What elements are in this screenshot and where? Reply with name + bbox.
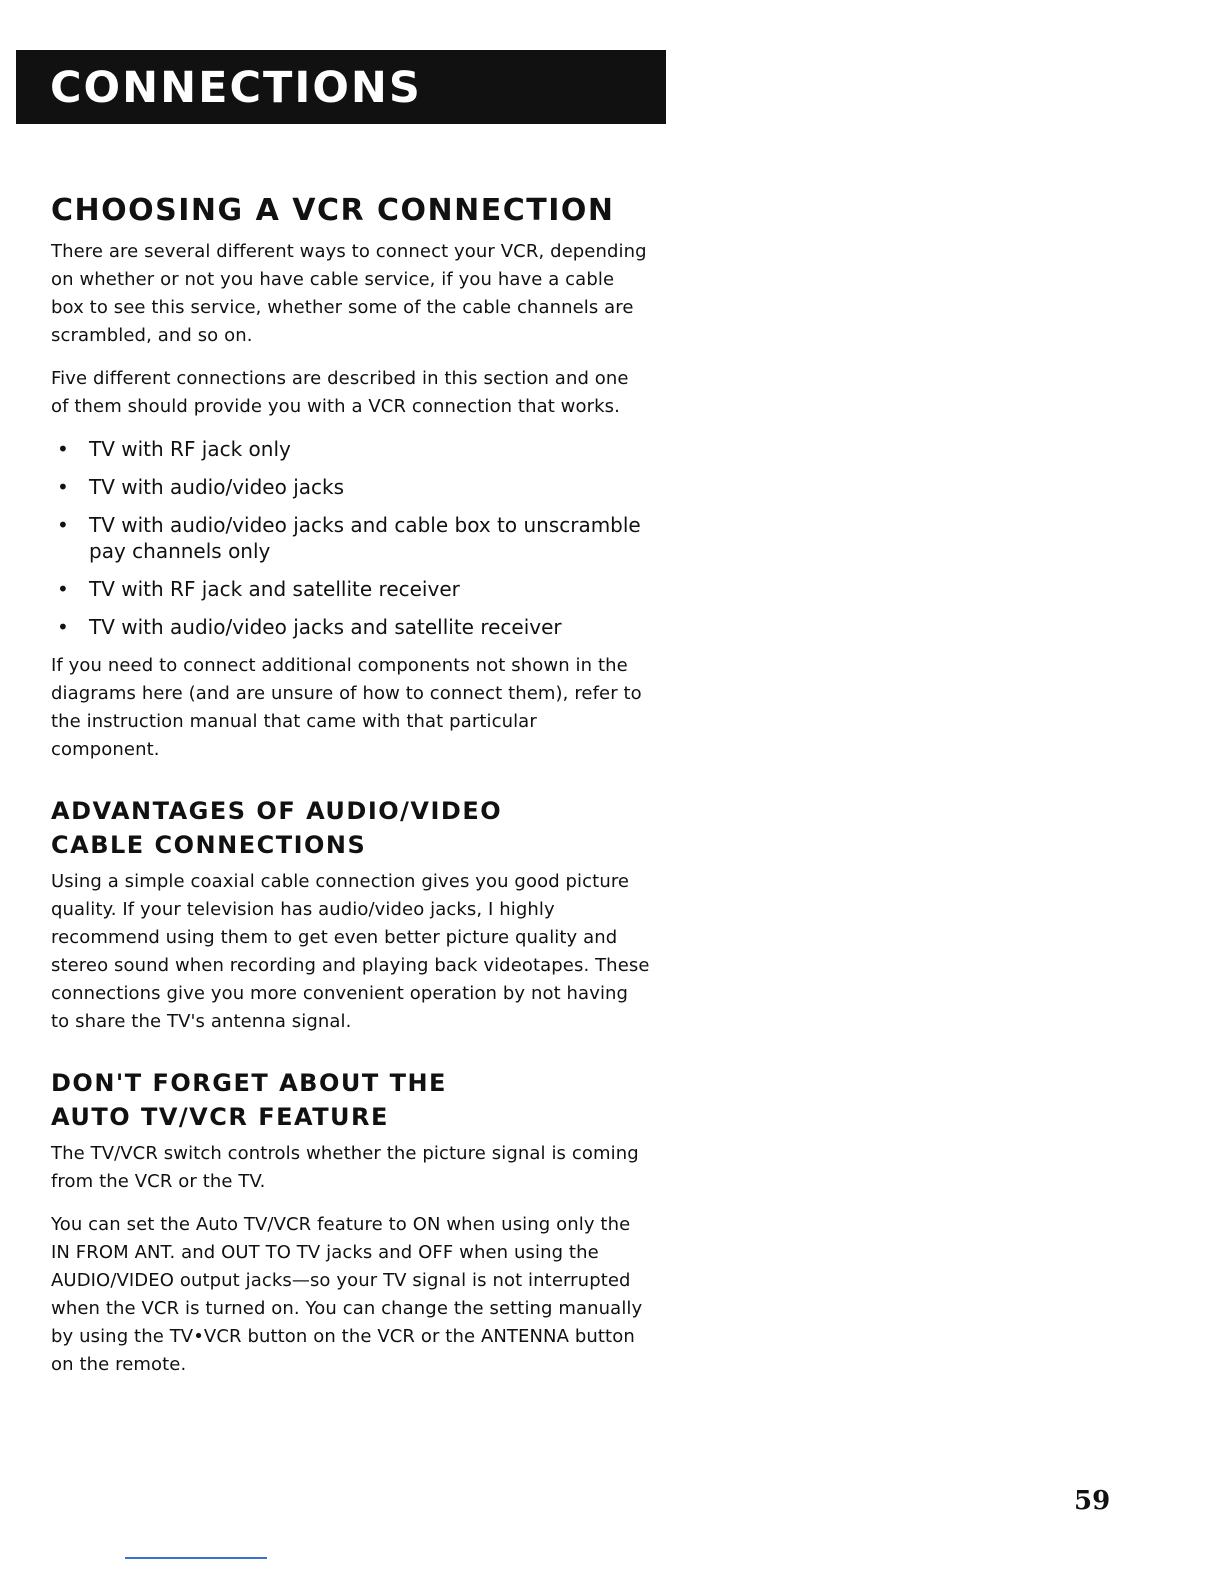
list-item-text: TV with RF jack only	[89, 437, 291, 461]
bullet-icon: •	[57, 615, 69, 639]
paragraph: The TV/VCR switch controls whether the picture signal is coming from the VCR or the TV.	[51, 1143, 639, 1192]
heading-auto-tv-vcr-feature	[51, 1066, 651, 1134]
bullet-icon: •	[57, 475, 69, 499]
heading-advantages-av-connections	[51, 794, 651, 862]
page-number: 59	[1074, 1486, 1111, 1516]
paragraph: Five different connections are described in this section and one of them should provide you with a VCR connection that works.	[51, 368, 629, 417]
page-content	[51, 192, 651, 1394]
paragraph: There are several different ways to connect your VCR, depending on whether or not you have cable service, if you have a cable box to see this service, whether some of the cable channels are scrambled, and so on.	[51, 241, 647, 346]
heading-line: DON'T FORGET ABOUT THE	[51, 1069, 447, 1097]
connection-options-list	[51, 436, 651, 640]
paragraph: You can set the Auto TV/VCR feature to ON when using only the IN FROM ANT. and OUT TO TV jacks and OFF when using the AUDIO/VIDEO output jacks—so your TV signal is not interrupted when the VCR is turned on. You can change the setting manually by using the TV•VCR button on the VCR or the ANTENNA button on the remote.	[51, 1214, 643, 1375]
paragraph: If you need to connect additional components not shown in the diagrams here (and are unsure of how to connect them), refer to the instruction manual that came with that particular component.	[51, 655, 642, 760]
bullet-icon: •	[57, 437, 69, 461]
heading-line: CABLE CONNECTIONS	[51, 831, 367, 859]
section-banner	[16, 50, 666, 124]
list-item	[51, 512, 651, 564]
bullet-icon: •	[57, 577, 69, 601]
heading-line: AUTO TV/VCR FEATURE	[51, 1103, 389, 1131]
bullet-icon: •	[57, 513, 69, 537]
list-item-text: TV with audio/video jacks	[89, 475, 344, 499]
heading-line: ADVANTAGES OF AUDIO/VIDEO	[51, 797, 503, 825]
list-item-text: TV with RF jack and satellite receiver	[89, 577, 460, 601]
list-item-text: TV with audio/video jacks and cable box to unscramble pay channels only	[89, 513, 641, 563]
section-title: CONNECTIONS	[50, 63, 422, 113]
heading-choosing-vcr-connection: CHOOSING A VCR CONNECTION	[51, 193, 615, 228]
list-item-text: TV with audio/video jacks and satellite receiver	[89, 615, 562, 639]
list-item	[51, 614, 651, 640]
list-item	[51, 576, 651, 602]
footer-divider	[125, 1557, 267, 1559]
list-item	[51, 474, 651, 500]
list-item	[51, 436, 651, 462]
paragraph: Using a simple coaxial cable connection gives you good picture quality. If your television has audio/video jacks, I highly recommend using them to get even better picture quality and stereo sound when recording and playing back videotapes. These connections give you more convenient operation by not having to share the TV's antenna signal.	[51, 871, 650, 1032]
